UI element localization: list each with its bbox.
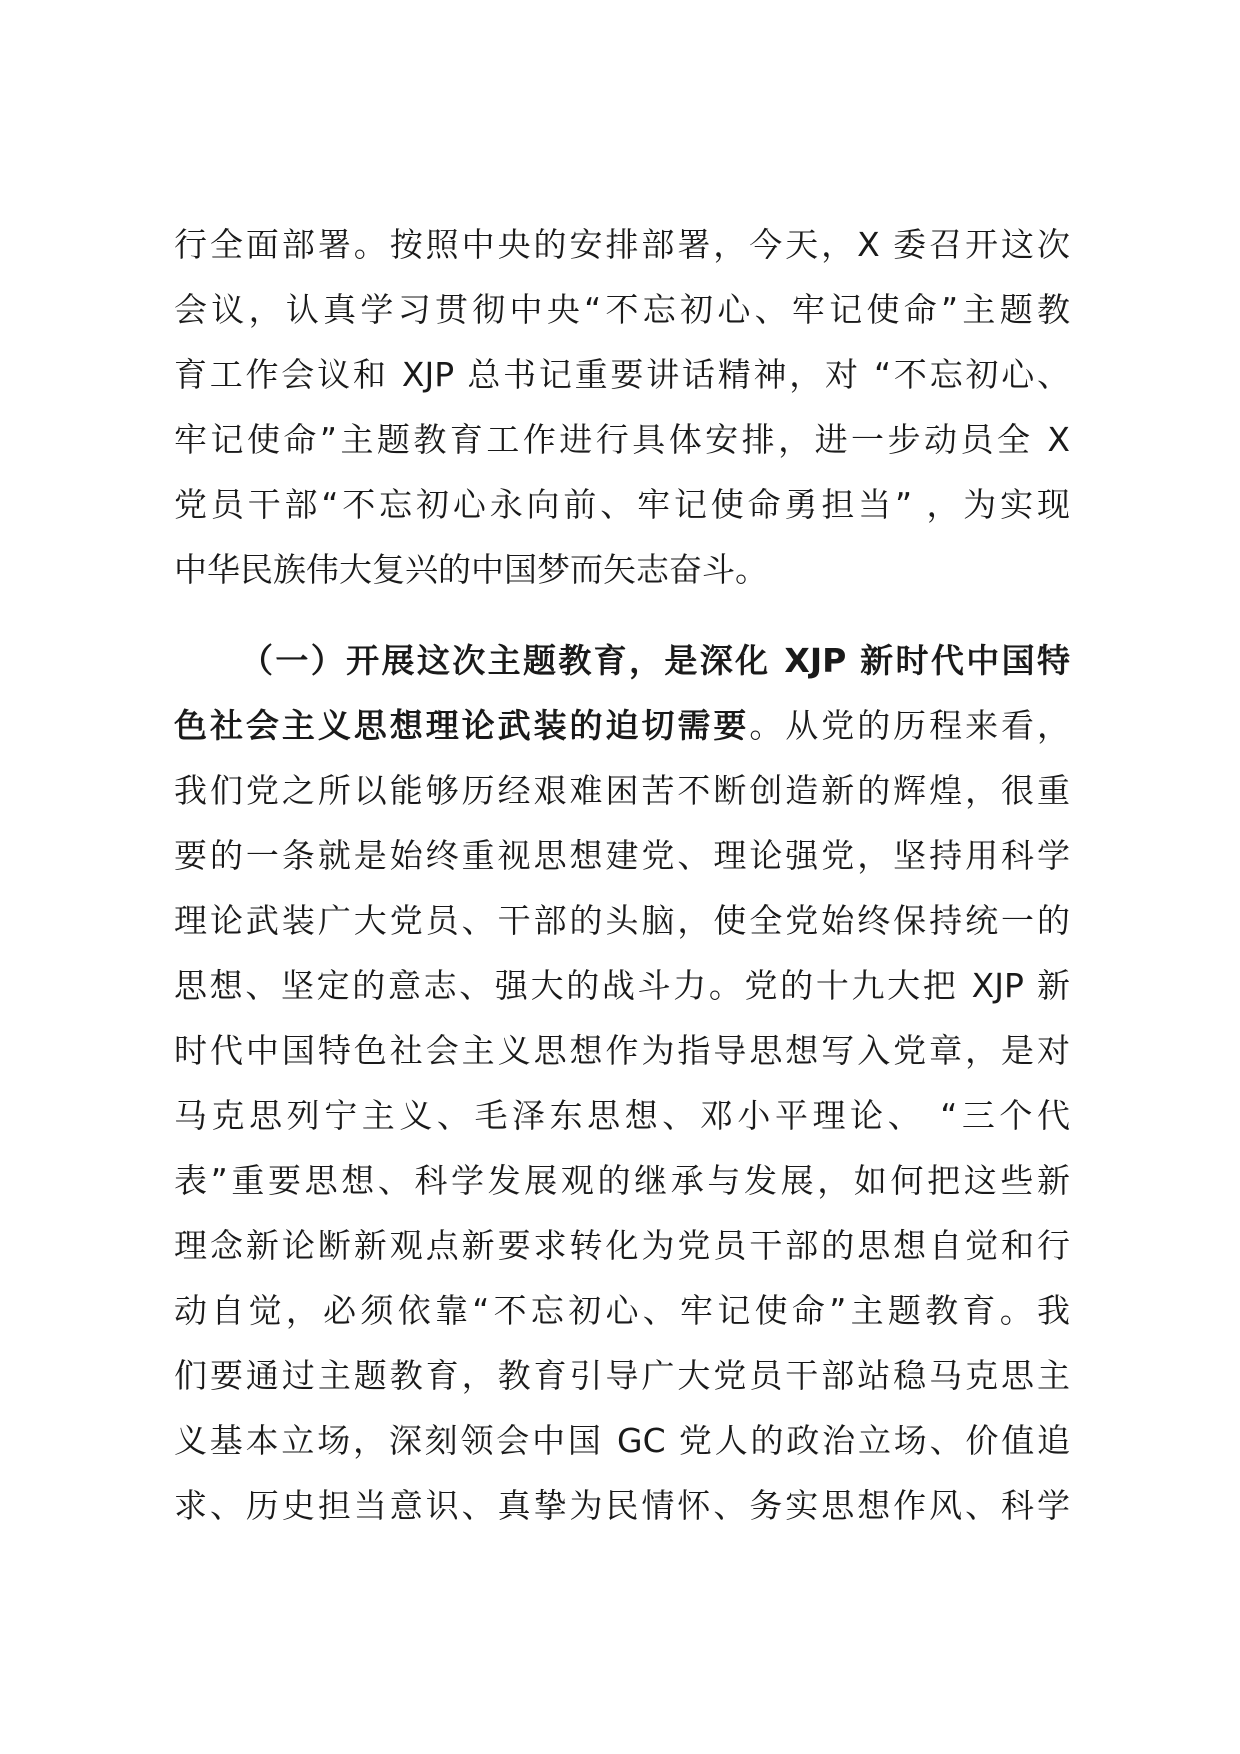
text-line: 行全面部署。按照中央的安排部署，今天，X 委召开这次: [174, 225, 1070, 264]
text-line: 会议，认真学习贯彻中央“不忘初心、牢记使命”主题教: [174, 290, 1070, 329]
text-line: 思想、坚定的意志、强大的战斗力。党的十九大把 XJP 新: [174, 966, 1070, 1005]
text-line: 育工作会议和 XJP 总书记重要讲话精神，对 “不忘初心、: [174, 355, 1070, 394]
text-line: 动自觉，必须依靠“不忘初心、牢记使命”主题教育。我: [174, 1291, 1070, 1330]
text-line: 马克思列宁主义、毛泽东思想、邓小平理论、 “三个代: [174, 1096, 1070, 1135]
section-heading-rest-text: 。从党的历程来看，: [749, 706, 1071, 745]
section-heading-line: （一）开展这次主题教育，是深化 XJP 新时代中国特: [240, 641, 1070, 680]
text-line: 要的一条就是始终重视思想建党、理论强党，坚持用科学: [174, 836, 1070, 875]
text-line: 表”重要思想、科学发展观的继承与发展，如何把这些新: [174, 1161, 1070, 1200]
text-line: 义基本立场，深刻领会中国 GC 党人的政治立场、价值追: [174, 1421, 1070, 1460]
text-line: 们要通过主题教育，教育引导广大党员干部站稳马克思主: [174, 1356, 1070, 1395]
text-line: 我们党之所以能够历经艰难困苦不断创造新的辉煌，很重: [174, 771, 1070, 810]
section-heading-bold-text: 色社会主义思想理论武装的迫切需要: [174, 706, 750, 745]
text-line: 理念新论断新观点新要求转化为党员干部的思想自觉和行: [174, 1226, 1070, 1265]
paragraph-2: [174, 628, 1070, 1538]
text-line: 牢记使命”主题教育工作进行具体安排，进一步动员全 X: [174, 420, 1070, 459]
section-heading-continuation: [174, 693, 1070, 758]
text-line: 党员干部“不忘初心永向前、牢记使命勇担当” ，为实现: [174, 485, 1070, 524]
text-line: 理论武装广大党员、干部的头脑，使全党始终保持统一的: [174, 901, 1070, 940]
text-line: 求、历史担当意识、真挚为民情怀、务实思想作风、科学: [174, 1486, 1070, 1525]
paragraph-1: [174, 212, 1070, 602]
text-line: 时代中国特色社会主义思想作为指导思想写入党章，是对: [174, 1031, 1070, 1070]
text-line: 中华民族伟大复兴的中国梦而矢志奋斗。: [174, 550, 768, 589]
